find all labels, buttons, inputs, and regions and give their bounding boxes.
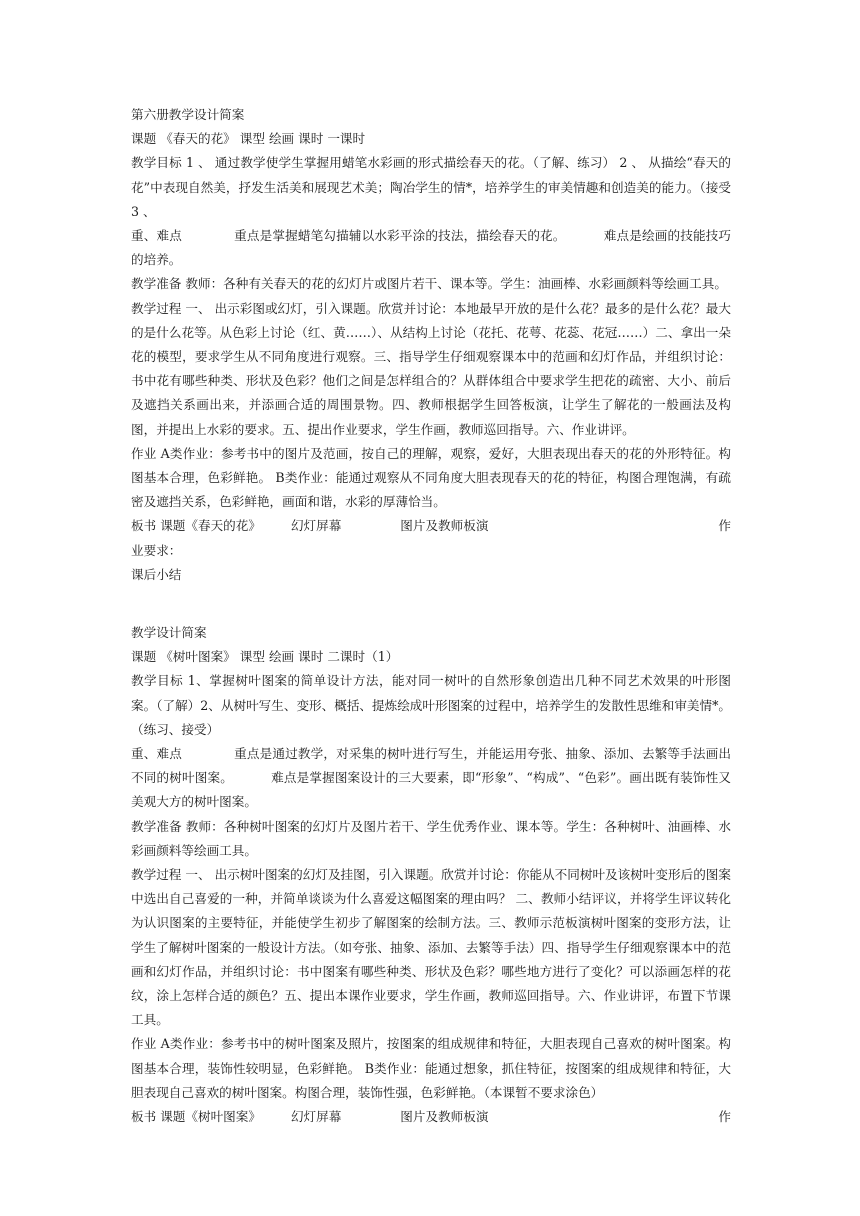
blackboard-line bbox=[131, 514, 731, 538]
teaching-process: 教学过程 一、 出示树叶图案的幻灯及挂图，引入课题。欣赏并讨论：你能从不同树叶及该树叶变形后的图案中选出自己喜爱的一种，并简单谈谈为什么喜爱这幅图案的理由吗？ 二、教师小结评议，并将学生评议转化为认识图案的主要特征，并能使学生初步了解图案的绘制方法。三、教师示范板演树叶图案的变形方法，让学生了解树叶图案的一般设计方法。（如夸张、抽象、添加、去繁等手法）四、指导学生仔细观察课本中的范画和幻灯作品，并组织讨论：书中图案有哪些种类、形状及色彩？哪些地方进行了变化？可以添画怎样的花纹，涂上怎样合适的颜色？五、提出本课作业要求，学生作画，教师巡回指导。六、作业讲评，布置下节课工具。 bbox=[131, 867, 731, 1028]
difficult-point: 难点是掌握图案设计的三大要素，即“形象”、“构成”、“色彩”。画出既有装饰性又美观大方的树叶图案。 bbox=[131, 770, 731, 810]
board-continuation: 业要求： bbox=[131, 542, 182, 558]
key-difficult-points bbox=[131, 742, 731, 815]
after-class-summary: 课后小结 bbox=[131, 566, 182, 582]
key-point: 重点是掌握蜡笔勾描辅以水彩平涂的技法，描绘春天的花。 bbox=[234, 228, 566, 244]
teaching-goals: 教学目标 1 、 通过教学使学生掌握用蜡笔水彩画的形式描绘春天的花。（了解、练习） 2 、 从描绘“春天的花”中表现自然美，抒发生活美和展现艺术美；陶冶学生的情*，培养学生的审美情趣和创造美的能力。（接受 3 、 bbox=[131, 155, 731, 219]
blackboard-line bbox=[131, 1105, 731, 1129]
board-topic: 板书 课题《春天的花》 bbox=[131, 518, 261, 534]
difficult-point: 难点是绘画的技能技巧的培养。 bbox=[131, 228, 732, 268]
board-pictures: 图片及教师板演 bbox=[400, 518, 489, 534]
teaching-goals: 教学目标 1、掌握树叶图案的简单设计方法，能对同一树叶的自然形象创造出几种不同艺术效果的叶形图案。（了解）2、从树叶写生、变形、概括、提炼绘成叶形图案的过程中，培养学生的发散性思维和审美情*。（练习、接受） bbox=[131, 673, 731, 737]
teaching-process: 教学过程 一、 出示彩图或幻灯，引入课题。欣赏并讨论：本地最早开放的是什么花？最多的是什么花？最大的是什么花等。从色彩上讨论（红、黄……）、从结构上讨论（花托、花萼、花蕊、花冠……）二、拿出一朵花的模型，要求学生从不同角度进行观察。三、指导学生仔细观察课本中的范画和幻灯作品，并组织讨论：书中花有哪些种类、形状及色彩？他们之间是怎样组合的？从群体组合中要求学生把花的疏密、大小、前后及遮挡关系画出来，并添画合适的周围景物。四、教师根据学生回答板演，让学生了解花的一般画法及构图，并提出上水彩的要求。五、提出作业要求，学生作画，教师巡回指导。六、作业讲评。 bbox=[131, 300, 731, 437]
topic-line: 课题 《春天的花》 课型 绘画 课时 一课时 bbox=[131, 131, 366, 147]
board-topic: 板书 课题《树叶图案》 bbox=[131, 1109, 261, 1125]
board-tail: 作 bbox=[718, 1109, 731, 1125]
key-difficult-points bbox=[131, 224, 731, 272]
topic-line: 课题 《树叶图案》 课型 绘画 课时 二课时（1） bbox=[131, 649, 399, 665]
board-slides: 幻灯屏幕 bbox=[290, 1109, 342, 1125]
lesson-plan-spring-flowers bbox=[131, 103, 731, 587]
lesson-plan-leaf-patterns bbox=[131, 621, 731, 1129]
board-tail: 作 bbox=[718, 518, 731, 534]
homework: 作业 A类作业：参考书中的图片及范画，按自己的理解，观察，爱好，大胆表现出春天的花的外形特征。构图基本合理，色彩鲜艳。 B类作业：能通过观察从不同角度大胆表现春天的花的特征，构图合理饱满，有疏密及遮挡关系，色彩鲜艳，画面和谐，水彩的厚薄恰当。 bbox=[131, 445, 731, 510]
section-title: 教学设计简案 bbox=[131, 625, 207, 640]
key-label: 重、难点 bbox=[131, 228, 182, 244]
key-point: 重点是通过教学，对采集的树叶进行写生，并能运用夸张、抽象、添加、去繁等手法画出不同的树叶图案。 bbox=[131, 746, 732, 786]
teaching-preparation: 教学准备 教师：各种树叶图案的幻灯片及图片若干、学生优秀作业、课本等。学生：各种树叶、油画棒、水彩画颜料等绘画工具。 bbox=[131, 818, 731, 858]
teaching-preparation: 教学准备 教师：各种有关春天的花的幻灯片或图片若干、课本等。学生：油画棒、水彩画颜料等绘画工具。 bbox=[131, 276, 727, 292]
homework: 作业 A类作业：参考书中的树叶图案及照片，按图案的组成规律和特征，大胆表现自己喜欢的树叶图案。构图基本合理，装饰性较明显，色彩鲜艳。 B类作业：能通过想象，抓住特征，按图案的组成规律和特征，大胆表现自己喜欢的树叶图案。构图合理，装饰性强，色彩鲜艳。（本课暂不要求涂色） bbox=[131, 1036, 731, 1100]
board-slides: 幻灯屏幕 bbox=[290, 518, 342, 534]
section-title: 第六册教学设计简案 bbox=[131, 107, 245, 122]
key-label: 重、难点 bbox=[131, 746, 182, 762]
board-pictures: 图片及教师板演 bbox=[400, 1109, 489, 1125]
